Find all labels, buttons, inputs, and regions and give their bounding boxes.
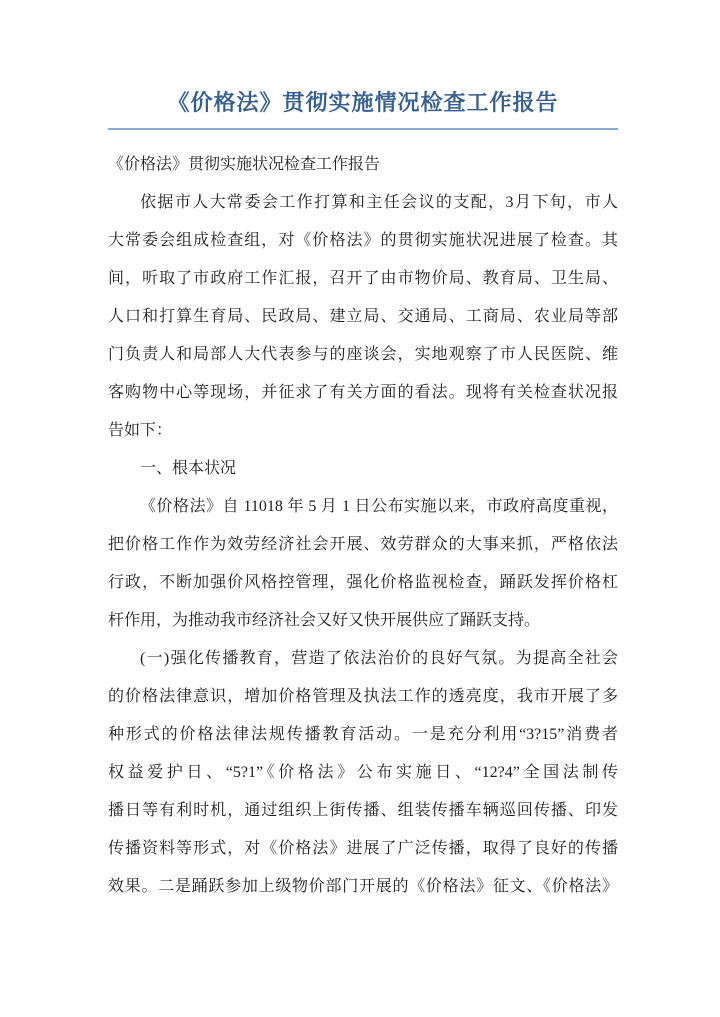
text-line: 权益爱护日、“5?1”《价格法》公布实施日、“12?4”全国法制传 [108, 764, 618, 781]
text-line: 的价格法律意识，增加价格管理及执法工作的透亮度，我市开展了多 [108, 688, 618, 705]
text-line: 《价格法》贯彻实施状况检查工作报告 [108, 156, 381, 173]
text-line: 人口和打算生育局、民政局、建立局、交通局、工商局、农业局等部 [108, 308, 618, 325]
document-body [108, 146, 618, 906]
text-line: 一、根本状况 [140, 460, 237, 477]
text-line: 客购物中心等现场，并征求了有关方面的看法。现将有关检查状况报 [108, 384, 618, 401]
title-divider [108, 128, 618, 130]
text-line: 把价格工作作为效劳经济社会开展、效劳群众的大事来抓，严格依法 [108, 536, 618, 553]
text-line: (一)强化传播教育，营造了依法治价的良好气氛。为提高全社会 [140, 650, 618, 667]
text-line: 种形式的价格法律法规传播教育活动。一是充分利用“3?15”消费者 [108, 726, 618, 743]
text-line: 播日等有利时机，通过组织上街传播、组装传播车辆巡回传播、印发 [108, 802, 618, 819]
text-line: 杆作用，为推动我市经济社会又好又快开展供应了踊跃支持。 [108, 612, 541, 629]
text-line: 行政，不断加强价风格控管理，强化价格监视检查，踊跃发挥价格杠 [108, 574, 618, 591]
text-line: 大常委会组成检查组，对《价格法》的贯彻实施状况进展了检查。其 [108, 232, 618, 249]
text-line: 间，听取了市政府工作汇报，召开了由市物价局、教育局、卫生局、 [108, 270, 618, 287]
text-line: 传播资料等形式，对《价格法》进展了广泛传播，取得了良好的传播 [108, 840, 618, 857]
text-line: 门负责人和局部人大代表参与的座谈会，实地观察了市人民医院、维 [108, 346, 618, 363]
text-line: 依据市人大常委会工作打算和主任会议的支配，3月下旬，市人 [140, 194, 618, 211]
text-line: 告如下： [108, 422, 173, 439]
text-line: 《价格法》自 11018 年 5 月 1 日公布实施以来，市政府高度重视， [140, 498, 618, 515]
text-line: 效果。二是踊跃参加上级物价部门开展的《价格法》征文、《价格法》 [108, 878, 618, 895]
document-title: 《价格法》贯彻实施情况检查工作报告 [167, 90, 559, 115]
